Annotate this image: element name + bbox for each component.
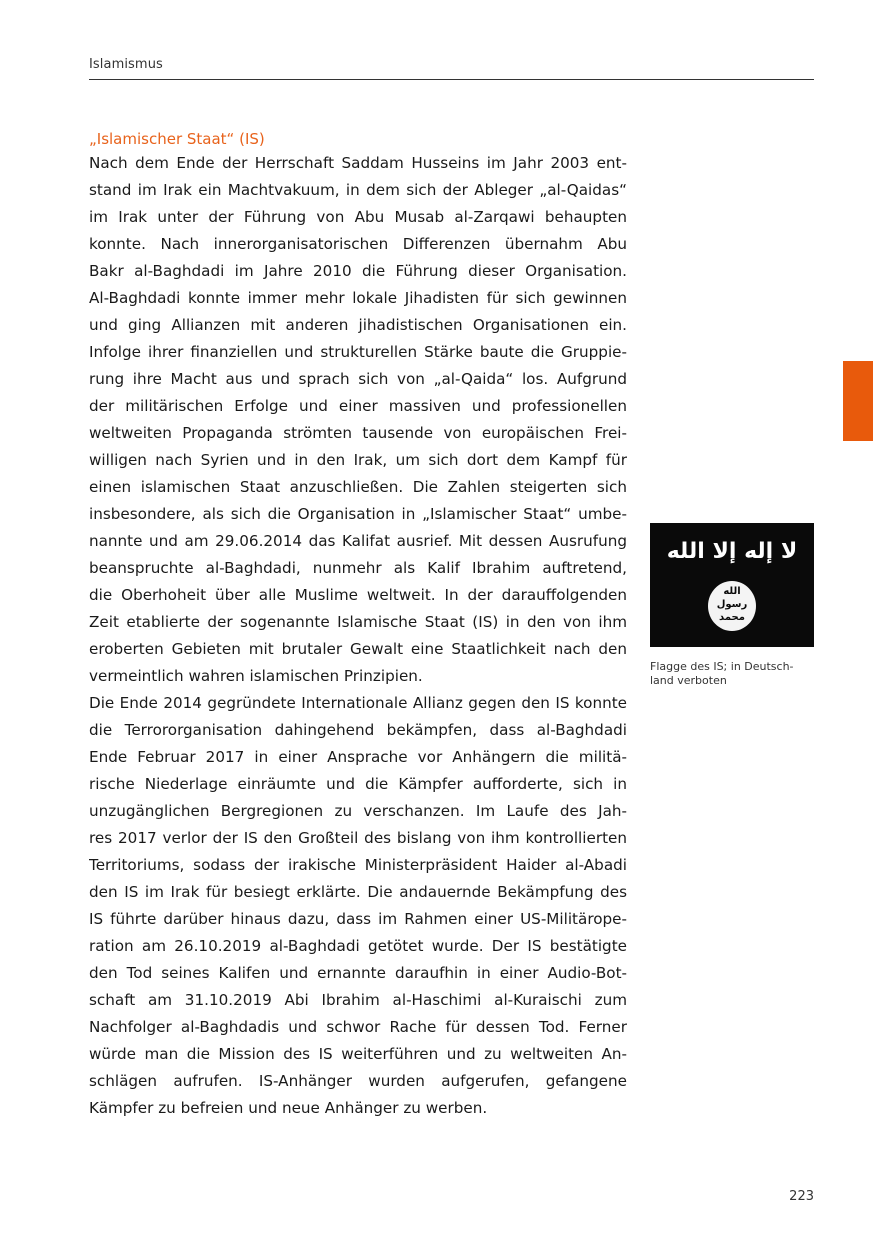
- body-line: Bakr al-Baghdadi im Jahre 2010 die Führung dieser Organisation.: [89, 262, 627, 280]
- body-line: eroberten Gebieten mit brutaler Gewalt eine Staatlichkeit nach den: [89, 640, 627, 658]
- body-line: Zeit etablierte der sogenannte Islamische Staat (IS) in den von ihm: [89, 613, 627, 631]
- body-line: weltweiten Propaganda strömten tausende von europäischen Frei-: [89, 424, 627, 442]
- body-line: unzugänglichen Bergregionen zu verschanzen. Im Laufe des Jah-: [89, 802, 627, 820]
- page-number: 223: [789, 1189, 814, 1204]
- body-line: Ende Februar 2017 in einer Ansprache vor Anhängern die militä-: [89, 748, 627, 766]
- body-line: IS führte darüber hinaus dazu, dass im Rahmen einer US-Militärope-: [89, 910, 627, 928]
- body-text: [89, 150, 627, 1122]
- caption-line: land verboten: [650, 674, 727, 687]
- body-line: Kämpfer zu befreien und neue Anhänger zu werben.: [89, 1099, 488, 1117]
- body-line: einen islamischen Staat anzuschließen. Die Zahlen steigerten sich: [89, 478, 627, 496]
- body-line: insbesondere, als sich die Organisation in „Islamischer Staat“ umbe-: [89, 505, 627, 523]
- body-line: Territoriums, sodass der irakische Ministerpräsident Haider al-Abadi: [89, 856, 627, 874]
- header-rule: [89, 79, 814, 80]
- body-line: ration am 26.10.2019 al-Baghdadi getötet wurde. Der IS bestätigte: [89, 937, 627, 955]
- body-line: stand im Irak ein Machtvakuum, in dem sich der Ableger „al-Qaidas“: [89, 181, 627, 199]
- seal-line: الله: [723, 586, 741, 597]
- body-line: der militärischen Erfolge und einer massiven und professionellen: [89, 397, 627, 415]
- body-line: rische Niederlage einräumte und die Kämpfer aufforderte, sich in: [89, 775, 627, 793]
- body-line: die Terrororganisation dahingehend bekämpfen, dass al-Baghdadi: [89, 721, 627, 739]
- chapter-side-tab: [843, 361, 873, 441]
- figure-caption: [650, 660, 820, 688]
- body-line: würde man die Mission des IS weiterführen und zu weltweiten An-: [89, 1045, 627, 1063]
- seal-line: محمد: [719, 612, 745, 623]
- body-line: res 2017 verlor der IS den Großteil des bislang von ihm kontrollierten: [89, 829, 627, 847]
- body-line: und ging Allianzen mit anderen jihadistischen Organisationen ein.: [89, 316, 627, 334]
- body-line: Al-Baghdadi konnte immer mehr lokale Jihadisten für sich gewinnen: [89, 289, 627, 307]
- seal-line: رسول: [716, 599, 748, 610]
- body-line: rung ihre Macht aus und sprach sich von „al-Qaida“ los. Aufgrund: [89, 370, 627, 388]
- body-line: den IS im Irak für besiegt erklärte. Die andauernde Bekämpfung des: [89, 883, 627, 901]
- section-title: „Islamischer Staat“ (IS): [89, 130, 265, 148]
- body-line: willigen nach Syrien und in den Irak, um sich dort dem Kampf für: [89, 451, 627, 469]
- caption-line: Flagge des IS; in Deutsch-: [650, 660, 794, 673]
- flag-seal: [708, 581, 756, 631]
- body-line: beanspruchte al-Baghdadi, nunmehr als Kalif Ibrahim auftretend,: [89, 559, 627, 577]
- body-line: Nach dem Ende der Herrschaft Saddam Husseins im Jahr 2003 ent-: [89, 154, 627, 172]
- body-line: die Oberhoheit über alle Muslime weltweit. In der darauffolgenden: [89, 586, 627, 604]
- flag-inscription: لا إله إلا الله: [666, 539, 798, 564]
- body-line: Nachfolger al-Baghdadis und schwor Rache für dessen Tod. Ferner: [89, 1018, 627, 1036]
- body-line: im Irak unter der Führung von Abu Musab al-Zarqawi behaupten: [89, 208, 627, 226]
- body-line: schlägen aufrufen. IS-Anhänger wurden aufgerufen, gefangene: [89, 1072, 627, 1090]
- is-flag-image: [650, 523, 814, 647]
- body-line: nannte und am 29.06.2014 das Kalifat ausrief. Mit dessen Ausrufung: [89, 532, 627, 550]
- running-head: Islamismus: [89, 57, 163, 72]
- body-line: konnte. Nach innerorganisatorischen Differenzen übernahm Abu: [89, 235, 627, 253]
- body-line: vermeintlich wahren islamischen Prinzipien.: [89, 667, 423, 685]
- body-line: Infolge ihrer finanziellen und strukturellen Stärke baute die Gruppie-: [89, 343, 627, 361]
- body-line: Die Ende 2014 gegründete Internationale Allianz gegen den IS konnte: [89, 694, 627, 712]
- body-line: schaft am 31.10.2019 Abi Ibrahim al-Haschimi al-Kuraischi zum: [89, 991, 627, 1009]
- body-line: den Tod seines Kalifen und ernannte daraufhin in einer Audio-Bot-: [89, 964, 627, 982]
